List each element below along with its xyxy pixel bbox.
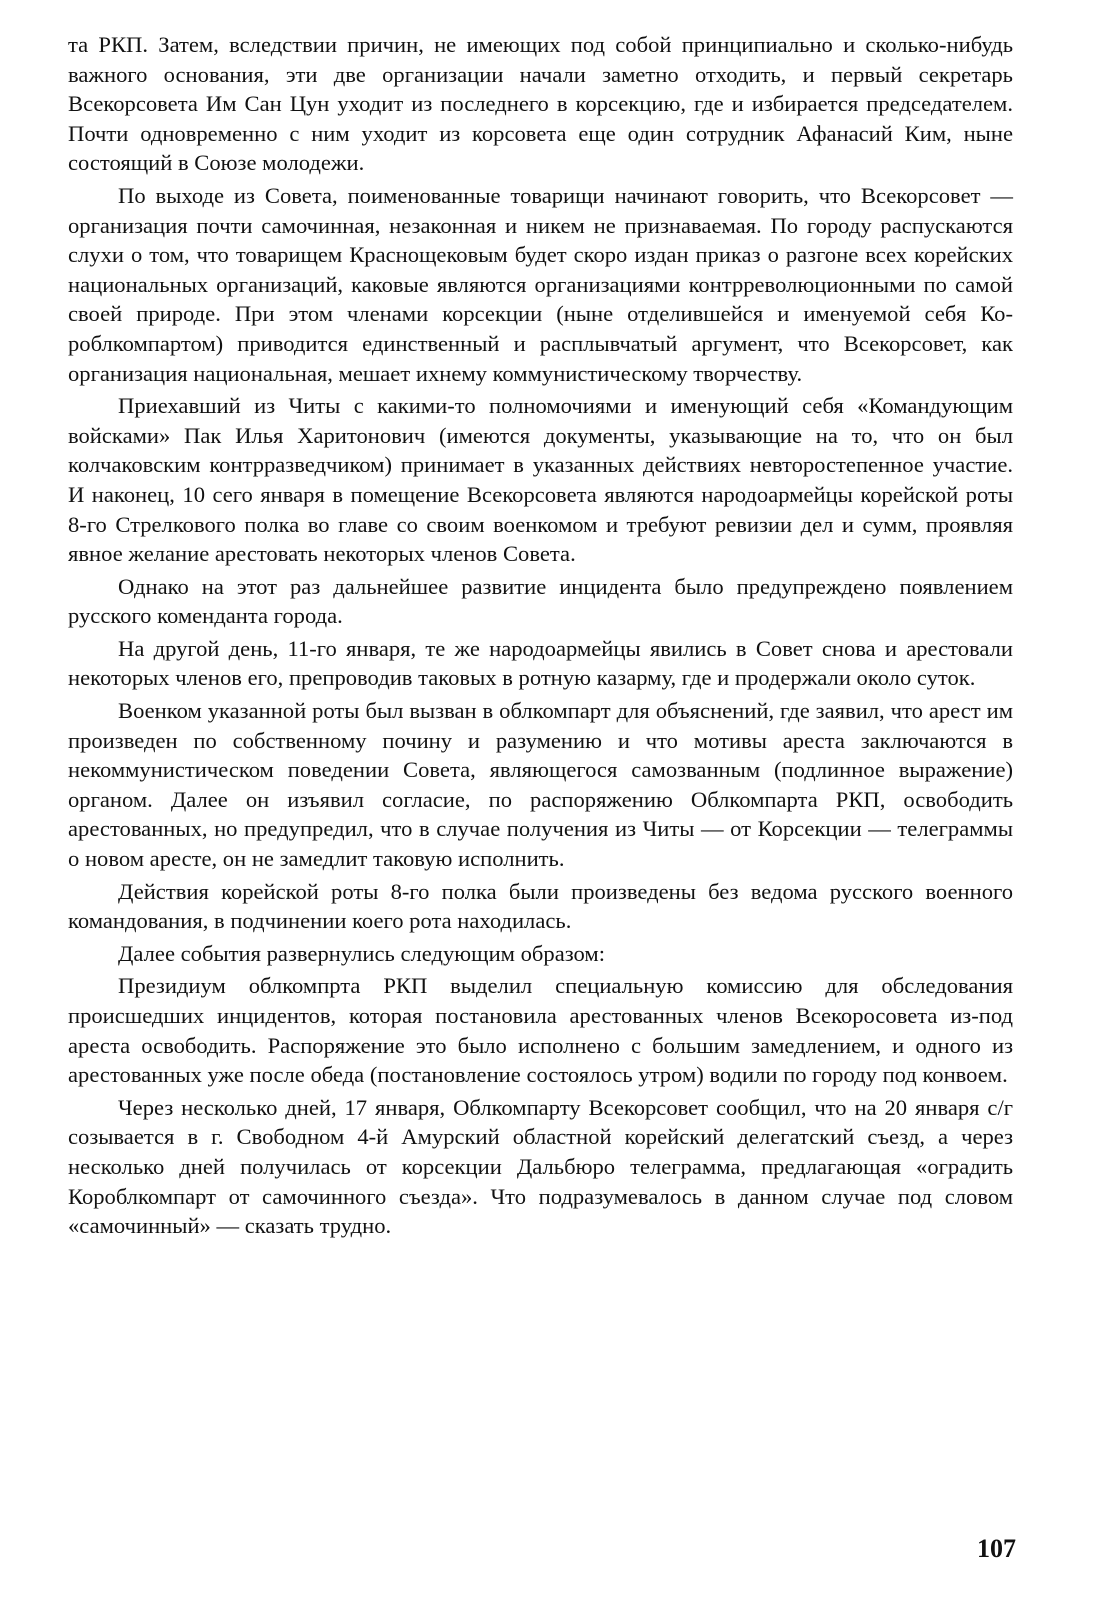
paragraph-8: Далее события развернулись следующим образом:	[118, 940, 605, 966]
paragraph-4: Однако на этот раз дальнейшее развитие инцидента было предупреждено появлением русского коменданта города.	[68, 573, 1013, 629]
paragraph-5: На другой день, 11-го января, те же народоармейцы явились в Совет снова и арестовали некоторых членов его, препроводив таковых в ротную казарму, где и продержали около суток.	[68, 635, 1013, 691]
paragraph-7: Действия корейской роты 8-го полка были произведены без ведома русского военного командования, в подчинении коего рота находилась.	[68, 878, 1013, 934]
paragraph-10: Через несколько дней, 17 января, Облкомпарту Всекорсовет сообщил, что на 20 января с/г созывается в г. Свободном 4-й Амурский областной корейский делегатский съезд, а через несколько дней получилась от корсекции Дальбюро телеграмма, предлагающая «оградить Короблкомпарт от самочинного съезда». Что подразумевалось в данном случае под словом «самочинный» — сказать трудно.	[68, 1094, 1013, 1239]
paragraph-1: та РКП. Затем, вследствии причин, не имеющих под собой принципиально и сколько-нибудь важного основания, эти две организации начали заметно отходить, и первый секретарь Всекорсовета Им Сан Цун уходит из последнего в корсекцию, где и избирается председателем. Почти одновременно с ним уходит из корсовета еще один сотрудник Афанасий Ким, ныне состоящий в Союзе молодежи.	[68, 32, 1013, 176]
paragraph-9: Президиум облкомпрта РКП выделил специальную комиссию для обследования происшедших инцидентов, которая постановила арестованных членов Всекоросовета из-под ареста освободить. Распоряжение это было исполнено с большим замедлением, и одного из арестованных уже после обеда (постановление состоялось утром) водили по городу под конвоем.	[68, 973, 1013, 1088]
paragraph-3: Приехавший из Читы с какими-то полномочиями и именующий себя «Командующим войсками» Пак Илья Харитонович (имеются документы, указывающие на то, что он был колчаковским контрразведчиком) принимает в указанных действиях невторостепенное участие. И наконец, 10 сего января в помещение Всекорсовета являются народоармейцы корейской роты 8-го Стрелкового полка во главе со своим военкомом и требуют ревизии дел и сумм, проявляя явное желание арестовать некоторых членов Совета.	[68, 393, 1013, 567]
paragraph-2: По выходе из Совета, поименованные товарищи начинают говорить, что Всекорсовет — организация почти самочинная, незаконная и никем не признаваемая. По городу распускаются слухи о том, что товарищем Краснощековым будет скоро издан приказ о разгоне всех корейских национальных организаций, каковые являются организациями контрреволюционными по самой своей природе. При этом членами корсекции (ныне отделившейся и именуемой себя Короблкомпартом) приводится единственный и расплывчатый аргумент, что Всекорсовет, как организация национальная, мешает ихнему коммунистическому творчеству.	[68, 182, 1013, 386]
page-text	[68, 30, 1013, 1244]
paragraph-6: Военком указанной роты был вызван в облкомпарт для объяснений, где заявил, что арест им произведен по собственному почину и разумению и что мотивы ареста заключаются в некоммунистическом поведении Совета, являющегося самозванным (подлинное выражение) органом. Далее он изъявил согласие, по распоряжению Облкомпарта РКП, освободить арестованных, но предупредил, что в случае получения из Читы — от Корсекции — телеграммы о новом аресте, он не замедлит таковую исполнить.	[68, 698, 1013, 872]
page-number: 107	[977, 1534, 1016, 1563]
